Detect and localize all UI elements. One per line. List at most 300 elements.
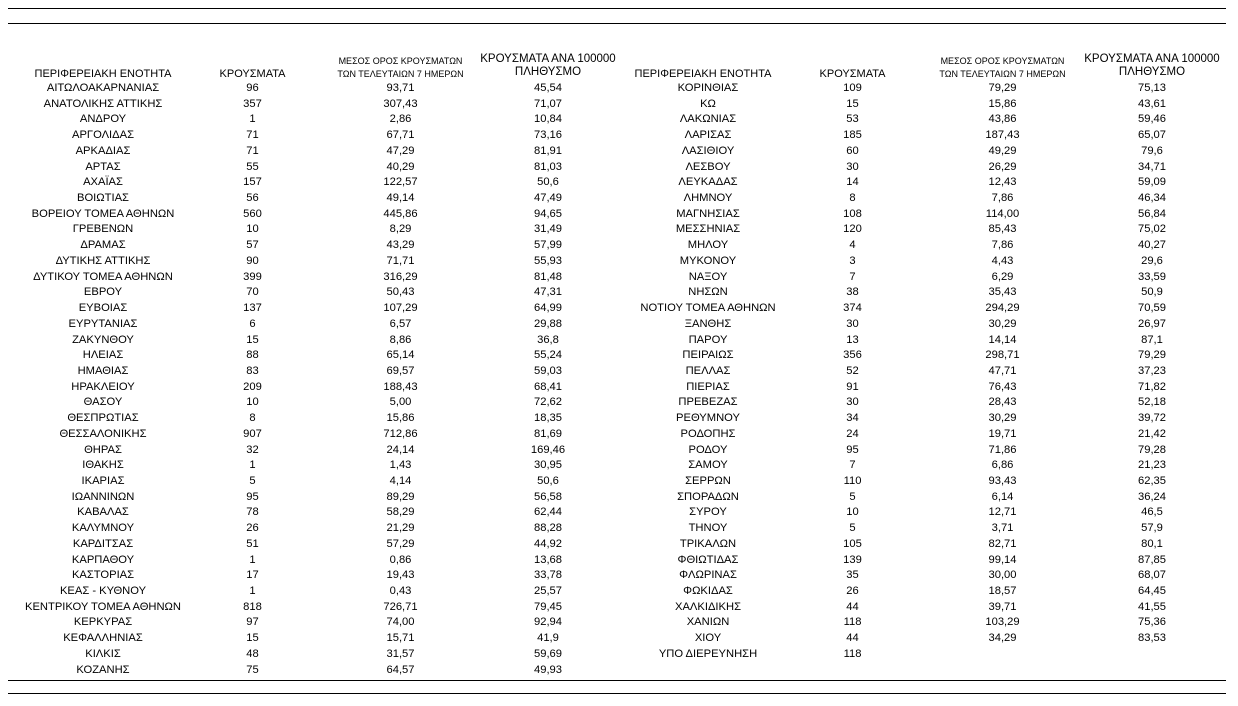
per100k-cell: 79,29 <box>1138 349 1166 362</box>
region-cell: ΑΡΓΟΛΙΔΑΣ <box>71 129 135 142</box>
region-cell: ΣΠΟΡΑΔΩΝ <box>677 490 739 503</box>
avg7-cell: 21,29 <box>386 522 415 535</box>
region-cell: ΗΛΕΙΑΣ <box>82 349 124 362</box>
left-header-cases: ΚΡΟΥΣΜΑΤΑ <box>219 68 286 80</box>
per100k-cell: 72,62 <box>534 396 562 409</box>
per100k-cell: 43,61 <box>1138 97 1166 110</box>
avg7-cell: 71,71 <box>386 254 415 267</box>
region-cell: ΛΑΡΙΣΑΣ <box>684 129 732 142</box>
cases-cell: 24 <box>846 427 859 440</box>
cases-cell: 55 <box>246 160 259 173</box>
table-row <box>0 81 1238 97</box>
avg7-cell: 107,29 <box>383 302 418 315</box>
region-cell: ΜΥΚΟΝΟΥ <box>679 254 737 267</box>
cases-cell: 83 <box>246 364 259 377</box>
region-cell: ΝΑΞΟΥ <box>688 270 728 283</box>
table-row <box>0 443 1238 459</box>
avg7-cell: 31,57 <box>386 647 415 660</box>
table-row <box>0 427 1238 443</box>
avg7-cell: 30,29 <box>988 412 1017 425</box>
per100k-cell: 80,1 <box>1141 537 1163 550</box>
cases-cell: 90 <box>246 254 259 267</box>
table-row <box>0 285 1238 301</box>
avg7-cell: 79,29 <box>988 82 1017 94</box>
region-cell: ΙΩΑΝΝΙΝΩΝ <box>71 490 135 503</box>
region-cell: ΚΑΛΥΜΝΟΥ <box>71 522 135 535</box>
per100k-cell: 29,6 <box>1141 254 1163 267</box>
per100k-cell: 29,88 <box>534 317 562 330</box>
avg7-cell: 19,43 <box>386 569 415 582</box>
cases-cell: 1 <box>249 459 256 472</box>
avg7-cell: 4,14 <box>389 475 412 487</box>
per100k-cell: 25,57 <box>534 585 562 598</box>
region-cell: ΧΙΟΥ <box>694 632 722 645</box>
cases-cell: 14 <box>846 176 859 189</box>
per100k-cell: 87,1 <box>1141 333 1163 346</box>
cases-cell: 38 <box>846 286 859 299</box>
table-row <box>0 615 1238 631</box>
right-header-avg <box>920 55 1085 81</box>
cases-cell: 157 <box>243 176 262 189</box>
table-row <box>0 647 1238 663</box>
avg7-cell: 12,43 <box>988 176 1017 189</box>
avg7-cell: 43,29 <box>386 239 415 252</box>
region-cell: ΡΕΘΥΜΝΟΥ <box>676 412 740 425</box>
region-cell: ΧΑΝΙΩΝ <box>686 616 730 629</box>
cases-cell: 96 <box>246 82 259 94</box>
per100k-cell: 34,71 <box>1138 160 1166 173</box>
avg7-cell: 103,29 <box>985 616 1020 629</box>
cases-cell: 88 <box>246 349 259 362</box>
avg7-cell: 85,43 <box>988 223 1017 236</box>
cases-cell: 6 <box>249 317 256 330</box>
avg7-cell: 0,43 <box>389 585 412 598</box>
region-cell: ΚΑΡΠΑΘΟΥ <box>71 553 135 566</box>
region-cell: ΛΑΣΙΘΙΟΥ <box>681 144 735 157</box>
per100k-cell: 36,24 <box>1138 490 1166 503</box>
per100k-cell: 55,24 <box>534 349 562 362</box>
cases-cell: 120 <box>843 223 862 236</box>
region-cell: ΒΟΙΩΤΙΑΣ <box>77 192 129 205</box>
avg7-cell: 24,14 <box>386 443 415 456</box>
per100k-cell: 46,34 <box>1138 192 1166 205</box>
region-cell: ΚΕΡΚΥΡΑΣ <box>73 616 133 629</box>
cases-cell: 1 <box>249 553 256 566</box>
region-cell: ΕΥΡΥΤΑΝΙΑΣ <box>68 317 138 330</box>
table-row <box>0 458 1238 474</box>
region-cell: ΧΑΛΚΙΔΙΚΗΣ <box>674 600 741 613</box>
cases-cell: 26 <box>846 585 859 598</box>
avg7-cell: 93,43 <box>988 475 1017 487</box>
cases-cell: 1 <box>249 113 256 126</box>
region-cell: ΚΑΣΤΟΡΙΑΣ <box>71 569 135 582</box>
avg7-cell: 18,57 <box>988 585 1017 598</box>
table-row <box>0 537 1238 553</box>
right-header-per100k <box>1072 53 1232 79</box>
left-header-per100k <box>468 53 628 79</box>
region-cell: ΛΕΣΒΟΥ <box>685 160 731 173</box>
top-rule-1 <box>8 8 1226 9</box>
per100k-cell: 56,58 <box>534 490 562 503</box>
cases-cell: 110 <box>843 475 862 487</box>
avg7-cell: 30,00 <box>988 569 1017 582</box>
avg7-cell: 6,29 <box>991 270 1014 283</box>
cases-cell: 7 <box>849 459 856 472</box>
per100k-cell: 169,46 <box>530 443 566 456</box>
avg7-cell <box>920 647 1085 663</box>
cases-cell: 109 <box>843 82 862 94</box>
per100k-cell: 21,23 <box>1138 459 1166 472</box>
region-cell: ΑΡΤΑΣ <box>85 160 121 173</box>
table-row <box>0 348 1238 364</box>
avg7-cell: 57,29 <box>386 537 415 550</box>
avg7-cell: 58,29 <box>386 506 415 519</box>
per100k-cell: 41,9 <box>537 632 559 645</box>
cases-cell: 356 <box>843 349 862 362</box>
per100k-cell: 81,48 <box>534 270 562 283</box>
avg7-cell: 14,14 <box>988 333 1017 346</box>
region-cell: ΠΕΙΡΑΙΩΣ <box>682 349 734 362</box>
region-cell: ΘΕΣΣΑΛΟΝΙΚΗΣ <box>59 427 147 440</box>
table-row <box>0 191 1238 207</box>
avg7-cell: 0,86 <box>389 553 412 566</box>
cases-cell: 78 <box>246 506 259 519</box>
region-cell: ΝΗΣΩΝ <box>688 286 728 299</box>
cases-cell: 60 <box>846 144 859 157</box>
per100k-cell: 87,85 <box>1138 553 1166 566</box>
region-cell: ΣΕΡΡΩΝ <box>685 475 731 487</box>
avg7-cell: 43,86 <box>988 113 1017 126</box>
avg7-cell: 30,29 <box>988 317 1017 330</box>
cases-cell: 209 <box>243 380 262 393</box>
per100k-cell: 71,07 <box>534 97 562 110</box>
table-row <box>0 553 1238 569</box>
region-cell: ΤΡΙΚΑΛΩΝ <box>679 537 737 550</box>
avg7-cell: 188,43 <box>383 380 418 393</box>
region-cell: ΙΚΑΡΙΑΣ <box>81 475 125 487</box>
region-cell: ΚΙΛΚΙΣ <box>85 647 121 660</box>
per100k-cell: 30,95 <box>534 459 562 472</box>
region-cell: ΚΑΡΔΙΤΣΑΣ <box>72 537 134 550</box>
avg7-cell: 307,43 <box>383 97 418 110</box>
avg7-cell: 316,29 <box>383 270 418 283</box>
avg7-cell: 1,43 <box>389 459 412 472</box>
cases-cell: 44 <box>846 632 859 645</box>
per100k-cell: 75,02 <box>1138 223 1166 236</box>
table-row <box>0 490 1238 506</box>
avg7-cell: 69,57 <box>386 364 415 377</box>
region-cell: ΦΘΙΩΤΙΔΑΣ <box>677 553 739 566</box>
table-row <box>0 600 1238 616</box>
cases-cell: 52 <box>846 364 859 377</box>
right-header-avg-line2: ΤΩΝ ΤΕΛΕΥΤΑΙΩΝ 7 ΗΜΕΡΩΝ <box>939 69 1066 79</box>
cases-cell: 10 <box>246 223 259 236</box>
cases-cell: 17 <box>246 569 259 582</box>
per100k-cell: 79,45 <box>534 600 562 613</box>
cases-cell: 105 <box>843 537 862 550</box>
left-header-avg <box>318 55 483 81</box>
bottom-rule-1 <box>8 680 1226 681</box>
region-cell: ΣΥΡΟΥ <box>689 506 727 519</box>
region-cell: ΗΡΑΚΛΕΙΟΥ <box>71 380 135 393</box>
cases-cell: 91 <box>846 380 859 393</box>
per100k-cell: 62,44 <box>534 506 562 519</box>
region-cell: ΕΥΒΟΙΑΣ <box>78 302 128 315</box>
cases-cell: 30 <box>846 396 859 409</box>
cases-cell: 1 <box>249 585 256 598</box>
right-header-region: ΠΕΡΙΦΕΡΕΙΑΚΗ ΕΝΟΤΗΤΑ <box>634 68 772 80</box>
avg7-cell: 49,14 <box>386 192 415 205</box>
region-cell: ΠΙΕΡΙΑΣ <box>686 380 730 393</box>
per100k-cell: 70,59 <box>1138 302 1166 315</box>
cases-cell: 70 <box>246 286 259 299</box>
avg7-cell: 114,00 <box>985 207 1020 220</box>
region-cell: ΑΙΤΩΛΟΑΚΑΡΝΑΝΙΑΣ <box>46 82 160 94</box>
per100k-cell: 73,16 <box>534 129 562 142</box>
per100k-cell: 56,84 <box>1138 207 1166 220</box>
region-cell: ΥΠΟ ΔΙΕΡΕΥΝΗΣΗ <box>658 647 758 660</box>
region-cell: ΑΝΑΤΟΛΙΚΗΣ ΑΤΤΙΚΗΣ <box>43 97 163 110</box>
region-cell: ΞΑΝΘΗΣ <box>684 317 732 330</box>
per100k-cell: 71,82 <box>1138 380 1166 393</box>
table-row <box>0 568 1238 584</box>
region-cell: ΡΟΔΟΠΗΣ <box>680 427 736 440</box>
region-cell: ΔΥΤΙΚΗΣ ΑΤΤΙΚΗΣ <box>55 254 151 267</box>
left-header-region: ΠΕΡΙΦΕΡΕΙΑΚΗ ΕΝΟΤΗΤΑ <box>34 68 172 80</box>
avg7-cell: 12,71 <box>988 506 1017 519</box>
avg7-cell: 89,29 <box>386 490 415 503</box>
table-row <box>0 112 1238 128</box>
table-row <box>0 207 1238 223</box>
avg7-cell: 49,29 <box>988 144 1017 157</box>
table-row <box>0 631 1238 647</box>
region-cell: ΖΑΚΥΝΘΟΥ <box>72 333 134 346</box>
per100k-cell: 59,46 <box>1138 113 1166 126</box>
cases-cell: 10 <box>246 396 259 409</box>
right-header-per100k-line2: ΠΛΗΘΥΣΜΟ <box>1118 66 1186 78</box>
per100k-cell: 94,65 <box>534 207 562 220</box>
avg7-cell: 4,43 <box>991 254 1014 267</box>
avg7-cell: 35,43 <box>988 286 1017 299</box>
table-row <box>0 222 1238 238</box>
region-cell: ΚΑΒΑΛΑΣ <box>77 506 129 519</box>
cases-cell: 118 <box>843 647 862 660</box>
cases-cell: 399 <box>243 270 262 283</box>
per100k-cell: 81,69 <box>534 427 562 440</box>
region-cell: ΠΑΡΟΥ <box>688 333 728 346</box>
cases-cell: 35 <box>846 569 859 582</box>
region-cell: ΤΗΝΟΥ <box>688 522 728 535</box>
per100k-cell: 68,07 <box>1138 569 1166 582</box>
region-cell: ΚΩ <box>700 97 716 110</box>
avg7-cell: 7,86 <box>991 239 1014 252</box>
region-cell: ΛΕΥΚΑΔΑΣ <box>678 176 738 189</box>
avg7-cell: 47,71 <box>988 364 1017 377</box>
avg7-cell: 47,29 <box>386 144 415 157</box>
per100k-cell <box>1072 647 1232 663</box>
avg7-cell: 64,57 <box>386 663 415 676</box>
table-row <box>0 128 1238 144</box>
region-cell: ΓΡΕΒΕΝΩΝ <box>72 223 134 236</box>
cases-cell: 10 <box>846 506 859 519</box>
region-cell: ΝΟΤΙΟΥ ΤΟΜΕΑ ΑΘΗΝΩΝ <box>640 302 776 315</box>
per100k-cell: 39,72 <box>1138 412 1166 425</box>
cases-cell: 7 <box>849 270 856 283</box>
per100k-cell: 81,91 <box>534 144 562 157</box>
table-row <box>0 584 1238 600</box>
avg7-cell: 712,86 <box>383 427 418 440</box>
avg7-cell: 19,71 <box>988 427 1017 440</box>
per100k-cell: 57,9 <box>1141 522 1163 535</box>
cases-cell: 3 <box>849 254 856 267</box>
per100k-cell: 64,99 <box>534 302 562 315</box>
per100k-cell: 75,13 <box>1138 82 1166 94</box>
per100k-cell: 59,09 <box>1138 176 1166 189</box>
left-header-per100k-line1: ΚΡΟΥΣΜΑΤΑ ΑΝΑ 100000 <box>480 53 616 65</box>
avg7-cell: 122,57 <box>383 176 418 189</box>
per100k-cell: 21,42 <box>1138 427 1166 440</box>
table-row <box>0 317 1238 333</box>
cases-cell: 71 <box>246 144 259 157</box>
table-row <box>0 380 1238 396</box>
cases-cell: 4 <box>849 239 856 252</box>
per100k-cell: 46,5 <box>1141 506 1163 519</box>
table-row <box>0 333 1238 349</box>
per100k-cell: 59,03 <box>534 364 562 377</box>
per100k-cell: 41,55 <box>1138 600 1166 613</box>
cases-cell: 818 <box>243 600 262 613</box>
region-cell: ΑΧΑΪΑΣ <box>83 176 123 189</box>
avg7-cell: 8,86 <box>389 333 412 346</box>
cases-cell: 71 <box>246 129 259 142</box>
avg7-cell: 726,71 <box>383 600 418 613</box>
cases-cell: 30 <box>846 317 859 330</box>
region-cell: ΘΗΡΑΣ <box>84 443 122 456</box>
avg7-cell: 67,71 <box>386 129 415 142</box>
cases-cell: 97 <box>246 616 259 629</box>
cases-cell: 185 <box>843 129 862 142</box>
cases-cell: 26 <box>246 522 259 535</box>
region-cell: ΔΡΑΜΑΣ <box>80 239 126 252</box>
left-header-per100k-line2: ΠΛΗΘΥΣΜΟ <box>514 66 582 78</box>
avg7-cell: 82,71 <box>988 537 1017 550</box>
cases-cell: 118 <box>843 616 862 629</box>
cases-cell: 75 <box>246 663 259 676</box>
table-row <box>0 238 1238 254</box>
avg7-cell: 39,71 <box>988 600 1017 613</box>
region-cell: ΘΑΣΟΥ <box>83 396 123 409</box>
region-cell: ΕΒΡΟΥ <box>83 286 123 299</box>
avg7-cell: 15,86 <box>988 97 1017 110</box>
cases-cell: 5 <box>249 475 256 487</box>
right-header-cases: ΚΡΟΥΣΜΑΤΑ <box>819 68 886 80</box>
region-cell: ΗΜΑΘΙΑΣ <box>77 364 129 377</box>
cases-cell: 13 <box>846 333 859 346</box>
per100k-cell: 50,6 <box>537 176 559 189</box>
per100k-cell: 13,68 <box>534 553 562 566</box>
cases-cell: 137 <box>243 302 262 315</box>
region-cell: ΚΕΑΣ - ΚΥΘΝΟΥ <box>59 585 147 598</box>
table-row <box>0 521 1238 537</box>
left-header-avg-line1: ΜΕΣΟΣ ΟΡΟΣ ΚΡΟΥΣΜΑΤΩΝ <box>338 56 463 66</box>
cases-cell: 139 <box>843 553 862 566</box>
cases-cell: 34 <box>846 412 859 425</box>
per100k-cell: 50,9 <box>1141 286 1163 299</box>
per100k-cell: 57,99 <box>534 239 562 252</box>
per100k-cell: 45,54 <box>534 82 562 94</box>
avg7-cell: 76,43 <box>988 380 1017 393</box>
cases-cell: 374 <box>843 302 862 315</box>
avg7-cell: 40,29 <box>386 160 415 173</box>
cases-cell: 8 <box>849 192 856 205</box>
per100k-cell: 68,41 <box>534 380 562 393</box>
per100k-cell: 47,49 <box>534 192 562 205</box>
cases-cell: 15 <box>846 97 859 110</box>
per100k-cell: 79,6 <box>1141 144 1163 157</box>
region-cell: ΙΘΑΚΗΣ <box>82 459 124 472</box>
avg7-cell: 26,29 <box>988 160 1017 173</box>
avg7-cell: 34,29 <box>988 632 1017 645</box>
region-cell: ΚΕΝΤΡΙΚΟΥ ΤΟΜΕΑ ΑΘΗΝΩΝ <box>24 600 181 613</box>
per100k-cell: 10,84 <box>534 113 562 126</box>
per100k-cell: 50,6 <box>537 475 559 487</box>
bottom-rule-2 <box>8 693 1226 694</box>
region-cell: ΘΕΣΠΡΩΤΙΑΣ <box>67 412 139 425</box>
cases-cell: 44 <box>846 600 859 613</box>
region-cell: ΡΟΔΟΥ <box>688 443 728 456</box>
right-header-per100k-line1: ΚΡΟΥΣΜΑΤΑ ΑΝΑ 100000 <box>1084 53 1220 65</box>
avg7-cell: 6,86 <box>991 459 1014 472</box>
cases-cell: 57 <box>246 239 259 252</box>
region-cell: ΔΥΤΙΚΟΥ ΤΟΜΕΑ ΑΘΗΝΩΝ <box>33 270 173 283</box>
cases-cell: 108 <box>843 207 862 220</box>
cases-cell: 15 <box>246 632 259 645</box>
avg7-cell: 298,71 <box>985 349 1020 362</box>
cases-cell: 5 <box>849 490 856 503</box>
table-row <box>0 364 1238 380</box>
avg7-cell: 5,00 <box>389 396 412 409</box>
table-row <box>0 97 1238 113</box>
avg7-cell: 6,14 <box>991 490 1014 503</box>
per100k-cell: 55,93 <box>534 254 562 267</box>
per100k-cell: 37,23 <box>1138 364 1166 377</box>
cases-cell: 95 <box>846 443 859 456</box>
per100k-cell: 18,35 <box>534 412 562 425</box>
avg7-cell: 99,14 <box>988 553 1017 566</box>
cases-cell: 51 <box>246 537 259 550</box>
region-cell: ΚΕΦΑΛΛΗΝΙΑΣ <box>63 632 143 645</box>
table-row <box>0 395 1238 411</box>
region-cell: ΦΩΚΙΔΑΣ <box>683 585 733 598</box>
avg7-cell: 15,86 <box>386 412 415 425</box>
table-row <box>0 411 1238 427</box>
table-row <box>0 663 1238 679</box>
avg7-cell: 294,29 <box>985 302 1020 315</box>
per100k-cell: 59,69 <box>534 647 562 660</box>
region-cell: ΚΟΖΑΝΗΣ <box>76 663 130 676</box>
region-cell: ΑΝΔΡΟΥ <box>79 113 127 126</box>
region-cell: ΛΗΜΝΟΥ <box>683 192 733 205</box>
avg7-cell: 93,71 <box>386 82 415 94</box>
per100k-cell: 75,36 <box>1138 616 1166 629</box>
cases-cell: 53 <box>846 113 859 126</box>
cases-cell: 48 <box>246 647 259 660</box>
table-row <box>0 160 1238 176</box>
table-row <box>0 474 1238 490</box>
region-cell: ΛΑΚΩΝΙΑΣ <box>679 113 737 126</box>
cases-cell: 95 <box>246 490 259 503</box>
right-header-avg-line1: ΜΕΣΟΣ ΟΡΟΣ ΚΡΟΥΣΜΑΤΩΝ <box>940 56 1065 66</box>
